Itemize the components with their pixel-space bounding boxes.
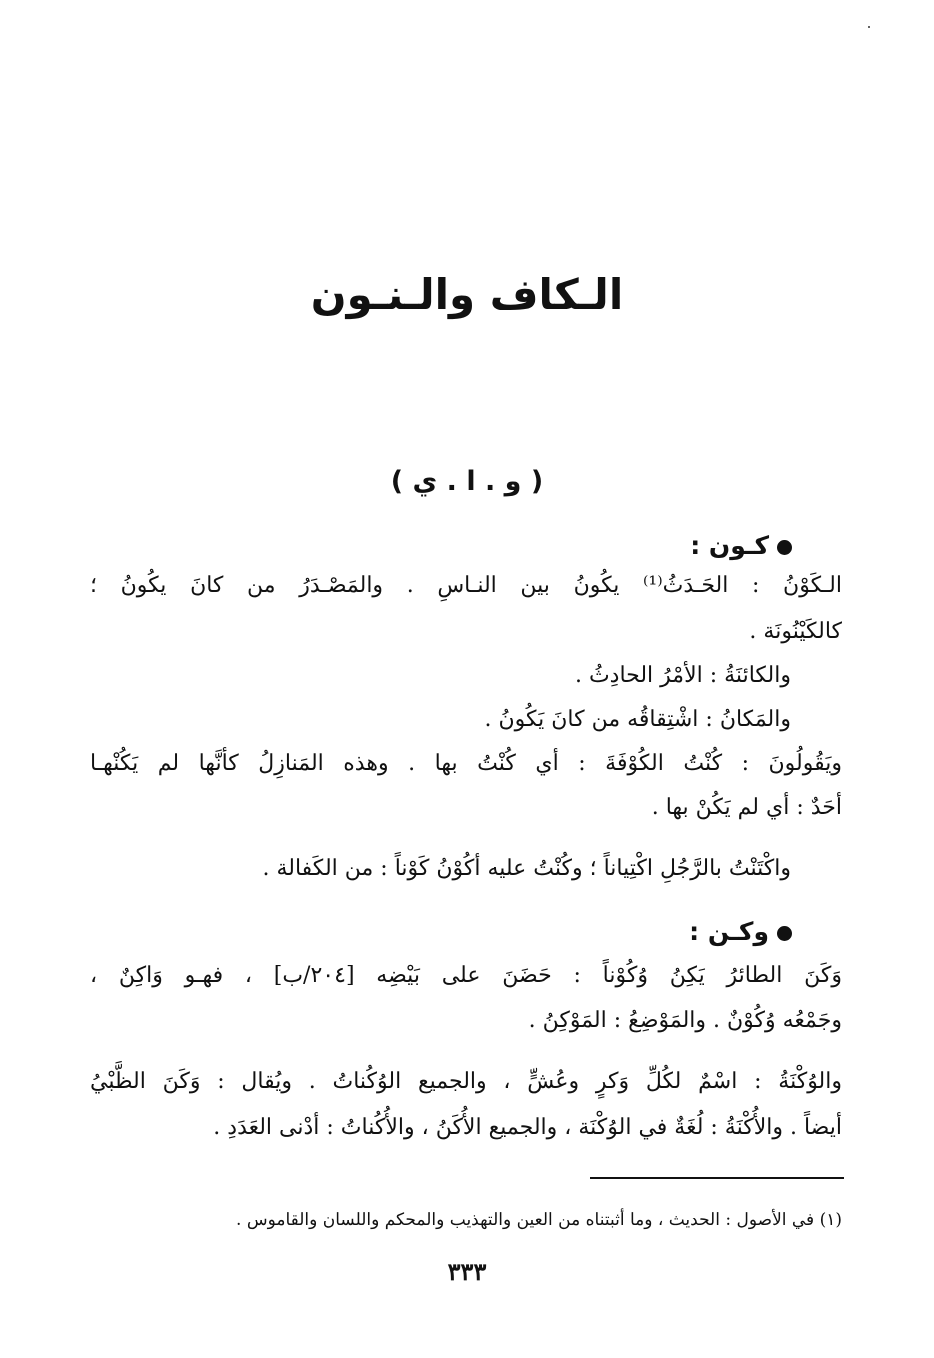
text-line: ويَقُولُونَ : كُنْتُ الكُوْفَةَ : أي كُنْتُ بها . وهذه المَنازِلُ كأنَّها لم يَكُنْهـا	[90, 751, 842, 776]
page-number: ٣٣٣	[447, 1257, 487, 1286]
text-line: والوُكْنَةُ : اسْمٌ لكُلِّ وَكرٍ وعُشٍّ ، والجميع الوُكُناتُ . ويُقال : وَكَنَ الظَّبْيُ	[90, 1069, 843, 1094]
bullet-icon	[777, 926, 792, 941]
footnote-separator	[590, 1177, 844, 1179]
entry-heading-kwn	[690, 528, 792, 564]
entry-heading-wkn	[689, 914, 792, 950]
text-line: واكْتَنْتُ بالرَّجُلِ اكْتِياناً ؛ وكُنْتُ عليه أكُوْنُ كَوْناً : من الكَفالة .	[262, 856, 791, 881]
chapter-title: الـكاف والـنـون	[310, 270, 624, 319]
text-line: والمَكانُ : اشْتِقاقُه من كانَ يَكُونُ .	[484, 707, 791, 732]
footnote: (١) في الأصول : الحديث ، وما أثبتناه من العين والتهذيب والمحكم واللسان والقاموس .	[236, 1210, 842, 1230]
text-line: الـكَوْنُ : الحَـدَثُ⁽¹⁾ يكُونُ بين النـاسِ . والمَصْـدَرُ من كانَ يكُونُ ؛	[90, 573, 842, 598]
bullet-icon	[777, 540, 792, 555]
text-line: وَكَنَ الطائرُ يَكِنُ وُكُوْناً : حَضَنَ على بَيْضِه [٢٠٤/ب] ، فهـو وَاكِنٌ ،	[90, 963, 842, 988]
root-letters-heading: ( و . ا . ي )	[390, 466, 544, 497]
text-line: أيضاً . والأُكْنَةُ : لُغَةٌ في الوُكْنَة ، والجميع الأُكَنُ ، والأُكُناتُ : أدْنى العَدَدِ .	[213, 1115, 842, 1140]
entry-heading-label: كـون :	[690, 531, 769, 560]
text-line: والكائنَةُ : الأمْرُ الحادِثُ .	[574, 663, 791, 688]
text-line: كالكَيْنُونَة .	[749, 619, 842, 644]
entry-heading-label: وكـن :	[689, 917, 769, 946]
scan-speck	[868, 26, 870, 28]
text-line: وجَمْعُه وُكُوْنٌ . والمَوْضِعُ : المَوْكِنُ .	[528, 1008, 842, 1033]
text-line: أحَدٌ : أي لم يَكُنْ بها .	[651, 795, 842, 820]
